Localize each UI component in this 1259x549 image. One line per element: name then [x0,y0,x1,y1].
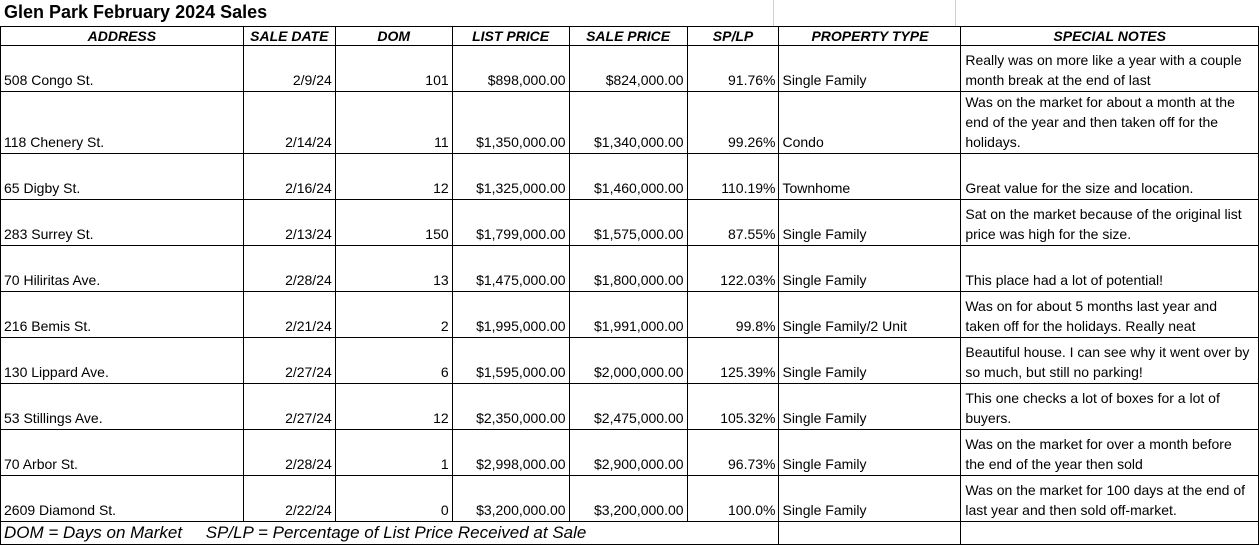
cell-dom[interactable]: 150 [335,200,452,246]
col-header-sp-lp[interactable]: SP/LP [687,27,779,46]
cell-sale-date[interactable]: 2/14/24 [243,92,335,154]
cell-address[interactable]: 118 Chenery St. [1,92,244,154]
cell-sp-lp[interactable]: 122.03% [687,246,779,292]
cell-address[interactable]: 130 Lippard Ave. [1,338,244,384]
cell-dom[interactable]: 101 [335,46,452,92]
table-row [1,430,1259,476]
cell-property-type[interactable]: Condo [779,92,961,154]
cell-sale-price[interactable]: $3,200,000.00 [569,476,687,522]
cell-sale-price[interactable]: $824,000.00 [569,46,687,92]
sheet-title: Glen Park February 2024 Sales [4,2,268,22]
cell-sp-lp[interactable]: 91.76% [687,46,779,92]
cell-sale-price[interactable]: $1,460,000.00 [569,154,687,200]
cell-address[interactable]: 53 Stillings Ave. [1,384,244,430]
table-row [1,246,1259,292]
cell-special-notes[interactable]: Sat on the market because of the original list price was high for the size. [961,200,1259,246]
cell-special-notes[interactable]: Was on the market for over a month before the end of the year then sold [961,430,1259,476]
cell-sale-date[interactable]: 2/16/24 [243,154,335,200]
cell-sp-lp[interactable]: 125.39% [687,338,779,384]
cell-sale-price[interactable]: $1,575,000.00 [569,200,687,246]
sales-table [0,26,1259,545]
cell-address[interactable]: 283 Surrey St. [1,200,244,246]
table-row [1,292,1259,338]
cell-sale-date[interactable]: 2/28/24 [243,430,335,476]
cell-sp-lp[interactable]: 110.19% [687,154,779,200]
cell-property-type[interactable]: Single Family/2 Unit [779,292,961,338]
cell-dom[interactable]: 1 [335,430,452,476]
cell-dom[interactable]: 13 [335,246,452,292]
cell-sp-lp[interactable]: 87.55% [687,200,779,246]
cell-sp-lp[interactable]: 99.26% [687,92,779,154]
cell-sale-price[interactable]: $2,475,000.00 [569,384,687,430]
cell-sale-price[interactable]: $2,000,000.00 [569,338,687,384]
header-row [1,27,1259,46]
table-row [1,384,1259,430]
cell-sale-date[interactable]: 2/28/24 [243,246,335,292]
cell-property-type[interactable]: Single Family [779,46,961,92]
cell-sale-date[interactable]: 2/13/24 [243,200,335,246]
cell-list-price[interactable]: $1,799,000.00 [452,200,569,246]
cell-special-notes[interactable]: This place had a lot of potential! [961,246,1259,292]
cell-dom[interactable]: 12 [335,154,452,200]
cell-sp-lp[interactable]: 99.8% [687,292,779,338]
cell-address[interactable]: 70 Arbor St. [1,430,244,476]
cell-list-price[interactable]: $1,595,000.00 [452,338,569,384]
table-row [1,154,1259,200]
col-header-special-notes[interactable]: SPECIAL NOTES [961,27,1259,46]
table-row [1,92,1259,154]
col-header-sale-date[interactable]: SALE DATE [243,27,335,46]
cell-list-price[interactable]: $2,350,000.00 [452,384,569,430]
gridline [955,0,956,27]
col-header-address[interactable]: ADDRESS [1,27,244,46]
cell-list-price[interactable]: $1,350,000.00 [452,92,569,154]
cell-dom[interactable]: 12 [335,384,452,430]
cell-dom[interactable]: 2 [335,292,452,338]
cell-list-price[interactable]: $2,998,000.00 [452,430,569,476]
cell-address[interactable]: 65 Digby St. [1,154,244,200]
cell-sale-price[interactable]: $1,340,000.00 [569,92,687,154]
cell-address[interactable]: 216 Bemis St. [1,292,244,338]
footnote-row [1,522,1259,545]
table-row [1,46,1259,92]
cell-special-notes[interactable]: Great value for the size and location. [961,154,1259,200]
cell-special-notes[interactable]: Really was on more like a year with a couple month break at the end of last [961,46,1259,92]
cell-list-price[interactable]: $1,995,000.00 [452,292,569,338]
cell-sale-price[interactable]: $2,900,000.00 [569,430,687,476]
col-header-sale-price[interactable]: SALE PRICE [569,27,687,46]
cell-sale-price[interactable]: $1,991,000.00 [569,292,687,338]
cell-property-type[interactable]: Single Family [779,384,961,430]
cell-address[interactable]: 508 Congo St. [1,46,244,92]
empty-cell[interactable] [961,522,1259,545]
cell-property-type[interactable]: Single Family [779,430,961,476]
cell-list-price[interactable]: $3,200,000.00 [452,476,569,522]
gridline [773,0,774,27]
empty-cell[interactable] [779,522,961,545]
cell-special-notes[interactable]: Was on for about 5 months last year and taken off for the holidays. Really neat [961,292,1259,338]
col-header-dom[interactable]: DOM [335,27,452,46]
cell-special-notes[interactable]: Beautiful house. I can see why it went over by so much, but still no parking! [961,338,1259,384]
cell-sp-lp[interactable]: 105.32% [687,384,779,430]
col-header-list-price[interactable]: LIST PRICE [452,27,569,46]
cell-address[interactable]: 2609 Diamond St. [1,476,244,522]
footnote: DOM = Days on Market SP/LP = Percentage of List Price Received at Sale [1,522,779,545]
cell-sale-date[interactable]: 2/9/24 [243,46,335,92]
cell-property-type[interactable]: Single Family [779,246,961,292]
cell-list-price[interactable]: $898,000.00 [452,46,569,92]
cell-sale-date[interactable]: 2/27/24 [243,384,335,430]
table-row [1,476,1259,522]
cell-sp-lp[interactable]: 96.73% [687,430,779,476]
cell-dom[interactable]: 6 [335,338,452,384]
cell-property-type[interactable]: Townhome [779,154,961,200]
col-header-property-type[interactable]: PROPERTY TYPE [779,27,961,46]
table-row [1,200,1259,246]
cell-property-type[interactable]: Single Family [779,338,961,384]
cell-property-type[interactable]: Single Family [779,476,961,522]
cell-property-type[interactable]: Single Family [779,200,961,246]
cell-dom[interactable]: 11 [335,92,452,154]
cell-list-price[interactable]: $1,475,000.00 [452,246,569,292]
cell-special-notes[interactable]: Was on the market for 100 days at the end of last year and then sold off-market. [961,476,1259,522]
cell-sale-date[interactable]: 2/21/24 [243,292,335,338]
table-row [1,338,1259,384]
cell-dom[interactable]: 0 [335,476,452,522]
cell-sp-lp[interactable]: 100.0% [687,476,779,522]
cell-list-price[interactable]: $1,325,000.00 [452,154,569,200]
cell-sale-date[interactable]: 2/27/24 [243,338,335,384]
cell-sale-price[interactable]: $1,800,000.00 [569,246,687,292]
cell-address[interactable]: 70 Hiliritas Ave. [1,246,244,292]
cell-special-notes[interactable]: This one checks a lot of boxes for a lot of buyers. [961,384,1259,430]
cell-sale-date[interactable]: 2/22/24 [243,476,335,522]
cell-special-notes[interactable]: Was on the market for about a month at the end of the year and then taken off for the holidays. [961,92,1259,154]
